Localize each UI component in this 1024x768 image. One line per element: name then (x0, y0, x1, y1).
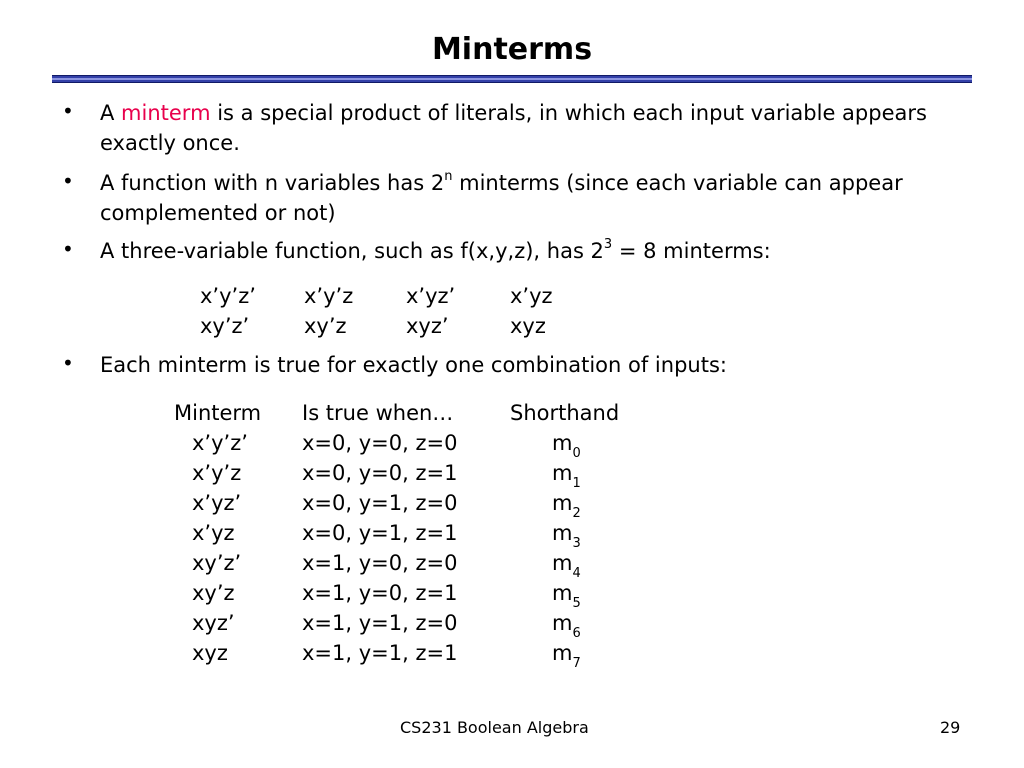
bullet-text (100, 168, 932, 228)
shorthand-base: m (552, 491, 573, 515)
shorthand-cell (510, 488, 640, 522)
condition-cell: x=0, y=1, z=1 (302, 521, 458, 545)
condition-cell: x=0, y=0, z=0 (302, 431, 458, 455)
grid-cell: x’yz (510, 284, 553, 308)
minterm-cell: xy’z’ (192, 551, 242, 575)
header-condition: Is true when… (302, 401, 454, 425)
table-row (174, 548, 640, 582)
shorthand-cell (510, 638, 640, 672)
grid-cell: x’yz’ (406, 284, 456, 308)
minterm-grid (200, 281, 590, 341)
condition-cell: x=1, y=1, z=0 (302, 611, 458, 635)
shorthand-base: m (552, 611, 573, 635)
shorthand-cell (510, 428, 640, 462)
condition-cell: x=0, y=0, z=1 (302, 461, 458, 485)
footer-page-number: 29 (940, 718, 961, 737)
shorthand-base: m (552, 581, 573, 605)
grid-cell: xy’z’ (200, 314, 250, 338)
bullet-text (100, 98, 932, 158)
bullet-text-pre: A function with n variables has 2 (100, 171, 445, 195)
shorthand-index: 4 (572, 566, 581, 582)
shorthand-index: 6 (572, 626, 581, 642)
shorthand-index: 3 (572, 536, 581, 552)
shorthand-cell (510, 518, 640, 552)
condition-cell: x=0, y=1, z=0 (302, 491, 458, 515)
bullet-dot: • (62, 351, 74, 375)
bullet-text-post: minterms (since each variable can appear complemented or not) (100, 171, 903, 225)
shorthand-cell (510, 578, 640, 612)
shorthand-base: m (552, 461, 573, 485)
condition-cell: x=1, y=0, z=1 (302, 581, 458, 605)
shorthand-index: 7 (572, 656, 581, 672)
condition-cell: x=1, y=0, z=0 (302, 551, 458, 575)
table-row (174, 638, 640, 672)
bullet-each-minterm-true (62, 350, 932, 380)
bullet-text-pre: A three-variable function, such as f(x,y,z), has 2 (100, 239, 604, 263)
table-row (174, 458, 640, 492)
minterm-cell: xyz’ (192, 611, 235, 635)
footer-course-title: CS231 Boolean Algebra (400, 718, 589, 737)
minterm-cell: x’y’z (192, 461, 242, 485)
shorthand-cell (510, 548, 640, 582)
grid-cell: xyz’ (406, 314, 449, 338)
bullet-text-post: = 8 minterms: (612, 239, 771, 263)
table-row (174, 608, 640, 642)
shorthand-base: m (552, 641, 573, 665)
grid-cell: x’y’z (304, 284, 354, 308)
shorthand-cell (510, 458, 640, 492)
grid-cell: xyz (510, 314, 546, 338)
header-minterm: Minterm (174, 401, 262, 425)
shorthand-index: 1 (572, 476, 581, 492)
table-row (174, 518, 640, 552)
shorthand-index: 0 (572, 446, 581, 462)
minterm-table (174, 398, 640, 672)
superscript: 3 (603, 237, 613, 252)
minterm-cell: xy’z (192, 581, 235, 605)
bullet-dot: • (62, 99, 74, 123)
condition-cell: x=1, y=1, z=1 (302, 641, 458, 665)
table-row (174, 578, 640, 612)
bullet-text-pre: A (100, 101, 122, 125)
table-header-row (174, 398, 640, 428)
shorthand-base: m (552, 521, 573, 545)
shorthand-cell (510, 608, 640, 642)
minterm-cell: x’yz’ (192, 491, 242, 515)
grid-cell: xy’z (304, 314, 347, 338)
grid-cell: x’y’z’ (200, 284, 256, 308)
title-divider (52, 75, 972, 83)
bullet-function-minterm-count (62, 168, 932, 228)
minterm-cell: x’y’z’ (192, 431, 248, 455)
bullet-dot: • (62, 169, 74, 193)
bullet-text-post: is a special product of literals, in which each input variable appears exactly once. (100, 101, 927, 155)
minterm-cell: xyz (192, 641, 228, 665)
table-row (174, 488, 640, 522)
shorthand-base: m (552, 551, 573, 575)
bullet-text: Each minterm is true for exactly one combination of inputs: (100, 353, 727, 377)
bullet-minterm-definition (62, 98, 932, 158)
bullet-three-variable-example (62, 236, 932, 266)
shorthand-index: 5 (572, 596, 581, 612)
header-shorthand: Shorthand (510, 401, 620, 425)
minterm-cell: x’yz (192, 521, 235, 545)
bullet-text (100, 236, 932, 266)
shorthand-index: 2 (572, 506, 581, 522)
superscript: n (444, 169, 453, 184)
bullet-dot: • (62, 237, 74, 261)
highlight-term: minterm (121, 101, 211, 125)
shorthand-base: m (552, 431, 573, 455)
slide-title: Minterms (431, 32, 593, 67)
table-row (174, 428, 640, 462)
